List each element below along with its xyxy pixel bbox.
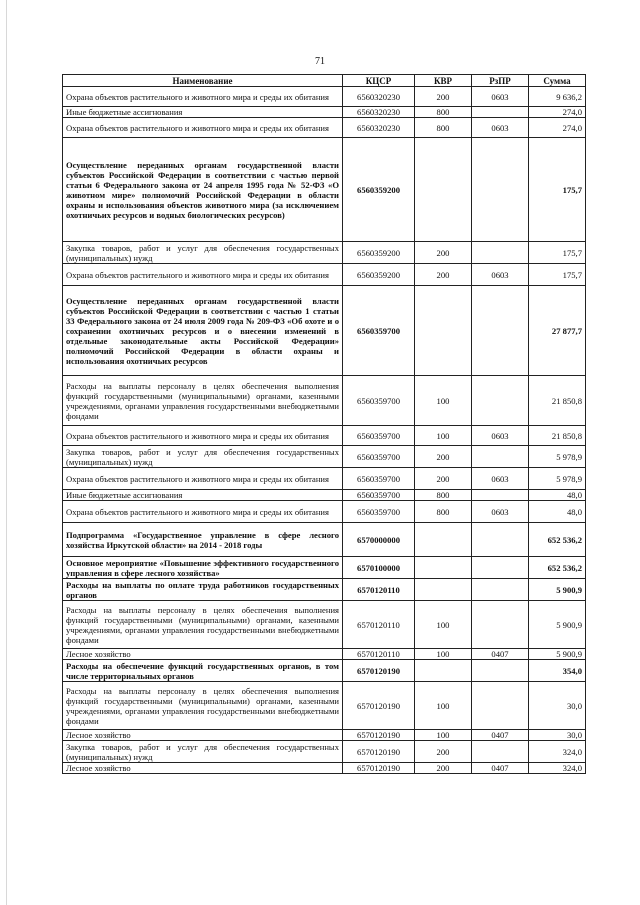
cell-rzpr [472,138,529,242]
cell-kvr [415,557,472,579]
cell-kcsr: 6570120190 [343,741,415,763]
table-row [63,426,586,446]
cell-rzpr: 0603 [472,118,529,138]
cell-rzpr [472,601,529,649]
cell-rzpr [472,376,529,426]
table-row [63,286,586,376]
cell-kvr: 100 [415,649,472,660]
cell-rzpr [472,286,529,376]
cell-rzpr [472,446,529,468]
cell-name: Закупка товаров, работ и услуг для обеспечения государственных (муниципальных) нужд [63,242,343,264]
header-rzpr: РзПР [472,75,529,87]
cell-kcsr: 6570120190 [343,763,415,774]
cell-kcsr: 6570120190 [343,660,415,682]
cell-rzpr [472,107,529,118]
cell-rzpr: 0407 [472,649,529,660]
cell-kvr: 100 [415,730,472,741]
cell-sum: 175,7 [529,138,586,242]
table-row [63,523,586,557]
table-header-row [63,75,586,87]
table-row [63,649,586,660]
cell-rzpr [472,490,529,501]
cell-sum: 175,7 [529,264,586,286]
cell-kvr [415,138,472,242]
cell-name: Закупка товаров, работ и услуг для обеспечения государственных (муниципальных) нужд [63,741,343,763]
cell-kcsr: 6560320230 [343,118,415,138]
cell-name: Осуществление переданных органам государственной власти субъектов Российской Федерации в соответствии с частью первой статьи 6 Федерального закона от 24 апреля 1995 года № 52-ФЗ «О животном мире» полномочий Российской Федерации в области охраны и использования объектов животного мира (за исключением охотничьих ресурсов и водных биологических ресурсов) [63,138,343,242]
table-row [63,660,586,682]
table-row [63,468,586,490]
cell-sum: 9 636,2 [529,87,586,107]
table-row [63,601,586,649]
cell-kvr: 100 [415,601,472,649]
cell-name: Лесное хозяйство [63,649,343,660]
cell-name: Расходы на выплаты по оплате труда работников государственных органов [63,579,343,601]
cell-sum: 5 900,9 [529,579,586,601]
cell-name: Расходы на обеспечение функций государственных органов, в том числе территориальных органов [63,660,343,682]
cell-kcsr: 6560359700 [343,426,415,446]
table-row [63,490,586,501]
cell-rzpr: 0603 [472,87,529,107]
cell-rzpr: 0603 [472,501,529,523]
table-row [63,579,586,601]
cell-name: Иные бюджетные ассигнования [63,107,343,118]
cell-name: Охрана объектов растительного и животного мира и среды их обитания [63,264,343,286]
cell-rzpr [472,242,529,264]
cell-kvr: 100 [415,682,472,730]
cell-kvr: 200 [415,763,472,774]
cell-kvr [415,660,472,682]
cell-kcsr: 6560359200 [343,264,415,286]
cell-sum: 21 850,8 [529,376,586,426]
table-row [63,730,586,741]
cell-name: Лесное хозяйство [63,730,343,741]
cell-sum: 48,0 [529,490,586,501]
cell-sum: 30,0 [529,682,586,730]
cell-kvr: 200 [415,446,472,468]
cell-name: Охрана объектов растительного и животного мира и среды их обитания [63,118,343,138]
cell-name: Иные бюджетные ассигнования [63,490,343,501]
cell-sum: 5 900,9 [529,601,586,649]
cell-kvr [415,579,472,601]
cell-kvr: 200 [415,242,472,264]
cell-rzpr: 0603 [472,264,529,286]
budget-table [62,74,586,774]
cell-kvr: 200 [415,87,472,107]
cell-kcsr: 6570120190 [343,730,415,741]
table-row [63,242,586,264]
cell-name: Охрана объектов растительного и животного мира и среды их обитания [63,501,343,523]
cell-name: Закупка товаров, работ и услуг для обеспечения государственных (муниципальных) нужд [63,446,343,468]
cell-kvr [415,523,472,557]
cell-sum: 274,0 [529,107,586,118]
cell-kcsr: 6570100000 [343,557,415,579]
table-row [63,264,586,286]
cell-kvr: 200 [415,741,472,763]
table-row [63,557,586,579]
cell-kcsr: 6560359200 [343,138,415,242]
cell-kcsr: 6570120110 [343,601,415,649]
cell-rzpr [472,682,529,730]
cell-kcsr: 6560359700 [343,501,415,523]
cell-sum: 324,0 [529,741,586,763]
table-row [63,763,586,774]
cell-sum: 324,0 [529,763,586,774]
cell-kvr: 800 [415,118,472,138]
cell-kvr: 800 [415,490,472,501]
cell-sum: 274,0 [529,118,586,138]
scan-edge-line [6,0,7,905]
cell-kcsr: 6560359700 [343,376,415,426]
header-kcsr: КЦСР [343,75,415,87]
cell-kvr: 800 [415,107,472,118]
cell-rzpr [472,557,529,579]
cell-name: Расходы на выплаты персоналу в целях обеспечения выполнения функций государственными (муниципальными) органами, казенными учреждениями, органами управления государственными внебюджетными фондами [63,376,343,426]
table-row [63,446,586,468]
cell-sum: 5 900,9 [529,649,586,660]
cell-sum: 652 536,2 [529,523,586,557]
cell-rzpr [472,741,529,763]
cell-kcsr: 6560359700 [343,490,415,501]
cell-kvr: 200 [415,264,472,286]
table-body [63,87,586,774]
cell-sum: 354,0 [529,660,586,682]
cell-name: Лесное хозяйство [63,763,343,774]
cell-rzpr [472,523,529,557]
cell-kcsr: 6560359700 [343,468,415,490]
cell-name: Подпрограмма «Государственное управление в сфере лесного хозяйства Иркутской области» на 2014 - 2018 годы [63,523,343,557]
cell-rzpr: 0603 [472,468,529,490]
cell-rzpr: 0407 [472,730,529,741]
table-row [63,376,586,426]
cell-name: Охрана объектов растительного и животного мира и среды их обитания [63,426,343,446]
cell-name: Осуществление переданных органам государственной власти субъектов Российской Федерации в соответствии с частью 1 статьи 33 Федерального закона от 24 июля 2009 года № 209-ФЗ «Об охоте и о сохранении охотничьих ресурсов и о внесении изменений в отдельные законодательные акты Российской Федерации» полномочий Российской Федерации в области охраны и использования охотничьих ресурсов [63,286,343,376]
cell-rzpr [472,660,529,682]
cell-kcsr: 6570120110 [343,649,415,660]
cell-rzpr: 0603 [472,426,529,446]
cell-sum: 175,7 [529,242,586,264]
cell-name: Расходы на выплаты персоналу в целях обеспечения выполнения функций государственными (муниципальными) органами, казенными учреждениями, органами управления государственными внебюджетными фондами [63,601,343,649]
cell-sum: 21 850,8 [529,426,586,446]
cell-sum: 27 877,7 [529,286,586,376]
cell-sum: 30,0 [529,730,586,741]
table-row [63,501,586,523]
cell-kcsr: 6570120110 [343,579,415,601]
table-row [63,118,586,138]
cell-sum: 652 536,2 [529,557,586,579]
cell-name: Основное мероприятие «Повышение эффективного государственного управления в сфере лесного хозяйства» [63,557,343,579]
cell-sum: 5 978,9 [529,468,586,490]
cell-kcsr: 6560359700 [343,446,415,468]
cell-kcsr: 6560320230 [343,87,415,107]
header-name: Наименование [63,75,343,87]
cell-kvr: 200 [415,468,472,490]
header-sum: Сумма [529,75,586,87]
cell-rzpr [472,579,529,601]
cell-kcsr: 6560359700 [343,286,415,376]
cell-kvr: 100 [415,376,472,426]
cell-kcsr: 6570120190 [343,682,415,730]
cell-kvr: 800 [415,501,472,523]
cell-kvr: 100 [415,426,472,446]
cell-kvr [415,286,472,376]
header-kvr: КВР [415,75,472,87]
table-row [63,741,586,763]
cell-kcsr: 6560320230 [343,107,415,118]
cell-rzpr: 0407 [472,763,529,774]
table-row [63,138,586,242]
cell-kcsr: 6560359200 [343,242,415,264]
table-row [63,682,586,730]
table-row [63,107,586,118]
page-number: 71 [315,56,325,67]
cell-kcsr: 6570000000 [343,523,415,557]
table-row [63,87,586,107]
cell-sum: 48,0 [529,501,586,523]
cell-name: Расходы на выплаты персоналу в целях обеспечения выполнения функций государственными (муниципальными) органами, казенными учреждениями, органами управления государственными внебюджетными фондами [63,682,343,730]
cell-sum: 5 978,9 [529,446,586,468]
cell-name: Охрана объектов растительного и животного мира и среды их обитания [63,468,343,490]
cell-name: Охрана объектов растительного и животного мира и среды их обитания [63,87,343,107]
